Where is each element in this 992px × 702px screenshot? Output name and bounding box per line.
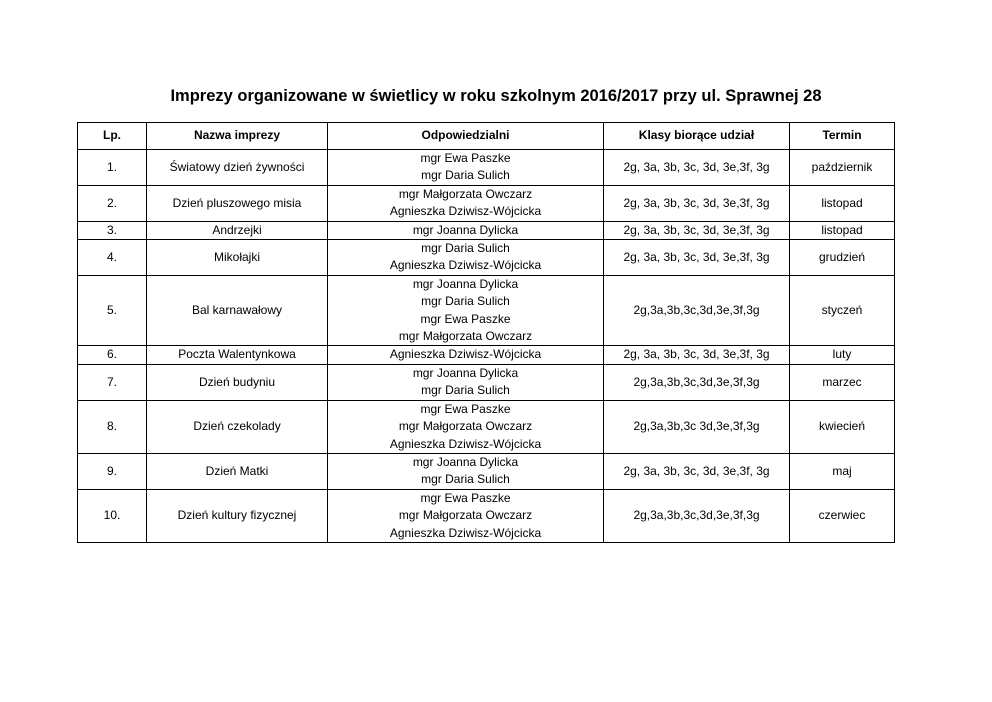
cell-responsible — [328, 400, 604, 453]
responsible-person: mgr Małgorzata Owczarz — [398, 419, 533, 434]
responsible-person: mgr Daria Sulich — [421, 294, 510, 309]
cell-term: październik — [790, 150, 895, 186]
events-table — [77, 122, 895, 543]
column-header-lp: Lp. — [78, 123, 147, 150]
table-row — [78, 240, 895, 276]
responsible-person: mgr Ewa Paszke — [420, 311, 511, 326]
cell-event-name: Bal karnawałowy — [147, 275, 328, 346]
table-row — [78, 275, 895, 346]
responsible-person: mgr Małgorzata Owczarz — [398, 508, 533, 523]
cell-lp: 3. — [78, 221, 147, 239]
cell-responsible — [328, 275, 604, 346]
responsible-person: Agnieszka Dziwisz-Wójcicka — [389, 347, 542, 362]
responsible-person: mgr Ewa Paszke — [420, 490, 511, 505]
column-header-responsible: Odpowiedzialni — [328, 123, 604, 150]
responsible-person: mgr Joanna Dylicka — [412, 454, 519, 469]
cell-responsible — [328, 150, 604, 186]
cell-responsible — [328, 221, 604, 239]
cell-lp: 8. — [78, 400, 147, 453]
cell-responsible — [328, 185, 604, 221]
cell-term: styczeń — [790, 275, 895, 346]
cell-lp: 4. — [78, 240, 147, 276]
responsible-person: mgr Małgorzata Owczarz — [398, 186, 533, 201]
cell-classes: 2g, 3a, 3b, 3c, 3d, 3e,3f, 3g — [604, 185, 790, 221]
cell-classes: 2g,3a,3b,3c,3d,3e,3f,3g — [604, 275, 790, 346]
cell-event-name: Światowy dzień żywności — [147, 150, 328, 186]
responsible-person: mgr Joanna Dylicka — [412, 365, 519, 380]
table-row — [78, 346, 895, 364]
cell-classes: 2g,3a,3b,3c,3d,3e,3f,3g — [604, 364, 790, 400]
cell-lp: 10. — [78, 489, 147, 542]
cell-term: kwiecień — [790, 400, 895, 453]
responsible-person: Agnieszka Dziwisz-Wójcicka — [389, 436, 542, 451]
responsible-person: mgr Joanna Dylicka — [412, 276, 519, 291]
cell-term: listopad — [790, 185, 895, 221]
cell-event-name: Mikołajki — [147, 240, 328, 276]
cell-classes: 2g,3a,3b,3c 3d,3e,3f,3g — [604, 400, 790, 453]
table-row — [78, 185, 895, 221]
cell-lp: 9. — [78, 453, 147, 489]
cell-event-name: Dzień kultury fizycznej — [147, 489, 328, 542]
cell-responsible — [328, 346, 604, 364]
cell-term: listopad — [790, 221, 895, 239]
table-row — [78, 453, 895, 489]
column-header-classes: Klasy biorące udział — [604, 123, 790, 150]
responsible-person: mgr Daria Sulich — [421, 241, 510, 256]
cell-responsible — [328, 453, 604, 489]
responsible-person: mgr Ewa Paszke — [420, 401, 511, 416]
cell-term: maj — [790, 453, 895, 489]
responsible-person: mgr Ewa Paszke — [420, 151, 511, 165]
responsible-person: mgr Daria Sulich — [421, 383, 510, 398]
table-row — [78, 489, 895, 542]
cell-event-name: Dzień czekolady — [147, 400, 328, 453]
responsible-person: Agnieszka Dziwisz-Wójcicka — [389, 258, 542, 273]
cell-event-name: Poczta Walentynkowa — [147, 346, 328, 364]
responsible-person: mgr Małgorzata Owczarz — [398, 329, 533, 344]
cell-term: marzec — [790, 364, 895, 400]
cell-classes: 2g, 3a, 3b, 3c, 3d, 3e,3f, 3g — [604, 150, 790, 186]
responsible-person: Agnieszka Dziwisz-Wójcicka — [389, 525, 542, 540]
table-row — [78, 221, 895, 239]
cell-lp: 5. — [78, 275, 147, 346]
cell-classes: 2g, 3a, 3b, 3c, 3d, 3e,3f, 3g — [604, 346, 790, 364]
cell-lp: 6. — [78, 346, 147, 364]
cell-event-name: Dzień pluszowego misia — [147, 185, 328, 221]
column-header-term: Termin — [790, 123, 895, 150]
table-row — [78, 150, 895, 186]
responsible-person: Agnieszka Dziwisz-Wójcicka — [389, 204, 542, 219]
column-header-event-name: Nazwa imprezy — [147, 123, 328, 150]
responsible-person: mgr Joanna Dylicka — [412, 222, 519, 237]
cell-event-name: Dzień budyniu — [147, 364, 328, 400]
cell-responsible — [328, 240, 604, 276]
responsible-person: mgr Daria Sulich — [421, 168, 510, 183]
cell-classes: 2g, 3a, 3b, 3c, 3d, 3e,3f, 3g — [604, 240, 790, 276]
table-header-row — [78, 123, 895, 150]
cell-term: luty — [790, 346, 895, 364]
cell-responsible — [328, 489, 604, 542]
cell-responsible — [328, 364, 604, 400]
table-body — [78, 150, 895, 543]
cell-event-name: Andrzejki — [147, 221, 328, 239]
page-title: Imprezy organizowane w świetlicy w roku szkolnym 2016/2017 przy ul. Sprawnej 28 — [170, 87, 822, 105]
cell-lp: 7. — [78, 364, 147, 400]
cell-event-name: Dzień Matki — [147, 453, 328, 489]
responsible-person: mgr Daria Sulich — [421, 472, 510, 487]
cell-classes: 2g, 3a, 3b, 3c, 3d, 3e,3f, 3g — [604, 221, 790, 239]
table-row — [78, 364, 895, 400]
cell-term: grudzień — [790, 240, 895, 276]
table-row — [78, 400, 895, 453]
cell-lp: 1. — [78, 150, 147, 186]
cell-classes: 2g,3a,3b,3c,3d,3e,3f,3g — [604, 489, 790, 542]
cell-lp: 2. — [78, 185, 147, 221]
cell-term: czerwiec — [790, 489, 895, 542]
cell-classes: 2g, 3a, 3b, 3c, 3d, 3e,3f, 3g — [604, 453, 790, 489]
